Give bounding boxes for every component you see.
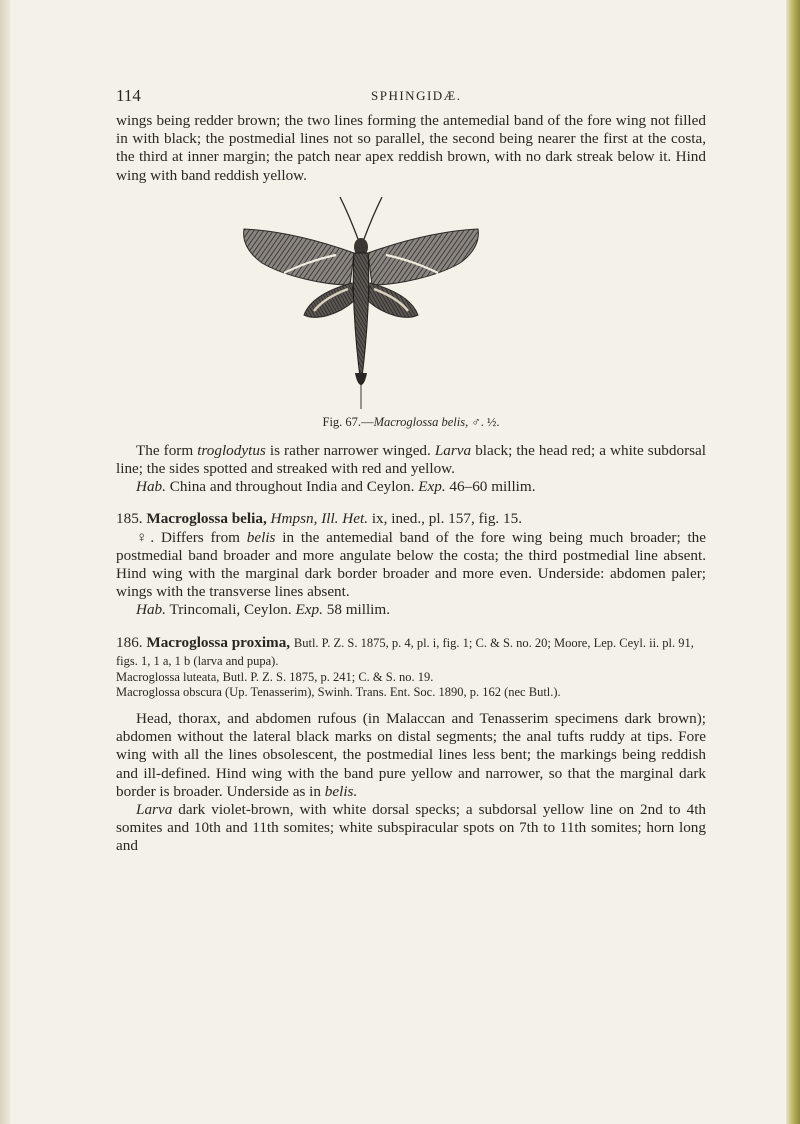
troglodytus-name: troglodytus bbox=[197, 441, 266, 459]
troglodytus-habitat bbox=[116, 478, 706, 496]
troglodytus-exp-label: Exp. bbox=[418, 478, 446, 496]
species-185-hab-label: Hab. bbox=[136, 601, 166, 619]
species-186-synonym-obscura bbox=[116, 685, 706, 700]
species-186-heading bbox=[116, 634, 706, 670]
species-185-description bbox=[116, 529, 706, 602]
species-185-hab-text: Trincomali, Ceylon. bbox=[169, 601, 292, 619]
figure-caption: Fig. 67.—Macroglossa belis, ♂. ½. bbox=[322, 414, 500, 429]
synonym-luteata-ref: Butl. P. Z. S. 1875, p. 241; C. & S. no. 19. bbox=[222, 670, 434, 685]
species-186-larva bbox=[116, 801, 706, 856]
running-title: SPHINGIDÆ. bbox=[371, 88, 462, 103]
page-header bbox=[116, 86, 706, 112]
species-185-desc-belis: belis bbox=[246, 528, 276, 546]
species-186-synonym-luteata bbox=[116, 670, 706, 685]
species-185-heading bbox=[116, 510, 706, 528]
species-186-name: Macroglossa proxima, bbox=[146, 633, 291, 651]
figure-moth-illustration bbox=[116, 193, 706, 413]
troglodytus-suffix: is rather narrower winged. bbox=[269, 441, 431, 459]
page-number: 114 bbox=[116, 86, 141, 105]
troglodytus-paragraph bbox=[116, 442, 706, 478]
species-185-exp-text: 58 millim. bbox=[326, 601, 391, 619]
species-186-desc-start: Head, thorax, and abdomen rufous (in Malaccan and Tenasserim specimens dark brown); abdomen without the lateral black marks on distal segments; the anal tufts ruddy at tips. Fore wing with all the lines obsolescent, the postmedial lines less bent; the markings being reddish and ill-defined. Hind wing with the band pure yellow and narrower, so that the marginal dark border is broader. Underside as in bbox=[116, 710, 706, 800]
species-185-ref: ix, ined., pl. 157, fig. 15. bbox=[371, 510, 522, 528]
species-185-desc-rest: in the antemedial band of the fore wing being much broader; the postmedial band broader and more angulate below the costa; the third postmedial line absent. Hind wing with the marginal dark border broader and more even. Underside: abdomen paler; wings with the transverse lines absent. bbox=[116, 528, 707, 601]
troglodytus-hab-text: China and throughout India and Ceylon. bbox=[169, 478, 415, 496]
female-symbol: ♀. bbox=[136, 528, 155, 546]
figure-caption-scale: ½. bbox=[486, 414, 500, 429]
troglodytus-hab-label: Hab. bbox=[136, 478, 166, 496]
book-page bbox=[116, 86, 706, 856]
figure-caption-species: Macroglossa belis, bbox=[373, 414, 469, 429]
troglodytus-prefix: The form bbox=[136, 441, 194, 459]
species-186-number: 186. bbox=[116, 633, 143, 651]
troglodytus-larva-label: Larva bbox=[434, 441, 472, 459]
species-185-name: Macroglossa belia, bbox=[146, 510, 267, 528]
figure-label: Fig. 67. bbox=[322, 414, 362, 429]
species-186-larva-text: dark violet-brown, with white dorsal specks; a subdorsal yellow line on 2nd to 4th somites and 10th and 11th somites; white subspiracular spots on 7th to 11th somites; horn long and bbox=[116, 801, 707, 855]
species-185-exp-label: Exp. bbox=[295, 601, 323, 619]
species-186-desc-belis: belis. bbox=[324, 782, 358, 800]
synonym-luteata-name: Macroglossa luteata, bbox=[116, 670, 220, 685]
intro-paragraph: wings being redder brown; the two lines forming the antemedial band of the fore wing not filled in with black; the postmedial lines not so parallel, the second being nearer the first at the costa, the third at inner margin; the patch near apex reddish brown, with no dark streak below it. Hind wing with band reddish yellow. bbox=[116, 112, 706, 184]
species-185-ref-title: Ill. Het. bbox=[321, 510, 369, 528]
species-185-authority: Hmpsn, bbox=[270, 510, 318, 528]
synonym-obscura-ref: (Up. Tenasserim), Swinh. Trans. Ent. Soc. 1890, p. 162 (nec Butl.). bbox=[225, 685, 561, 700]
species-185-desc-start: Differs from bbox=[160, 528, 240, 546]
troglodytus-exp-text: 46–60 millim. bbox=[449, 478, 536, 496]
synonym-obscura-name: Macroglossa obscura bbox=[116, 685, 222, 700]
figure-caption-symbol: ♂. bbox=[471, 414, 484, 429]
species-186-larva-label: Larva bbox=[136, 801, 173, 819]
species-186-description bbox=[116, 710, 706, 801]
page-left-edge bbox=[0, 0, 10, 1124]
moth-illustration bbox=[226, 193, 496, 411]
page-right-edge bbox=[786, 0, 800, 1124]
troglodytus-larva-text: black; the head red; a white subdorsal line; the sides spotted and streaked with red and yellow. bbox=[116, 441, 707, 478]
species-185-number: 185. bbox=[116, 510, 143, 528]
species-185-habitat bbox=[116, 601, 706, 619]
species-186-synonymy-1: Butl. P. Z. S. 1875, p. 4, pl. i, fig. 1; C. & S. no. 20; Moore, Lep. Ceyl. ii. pl. 91, figs. 1, 1 a, 1 b (larva and pupa). bbox=[116, 635, 694, 668]
